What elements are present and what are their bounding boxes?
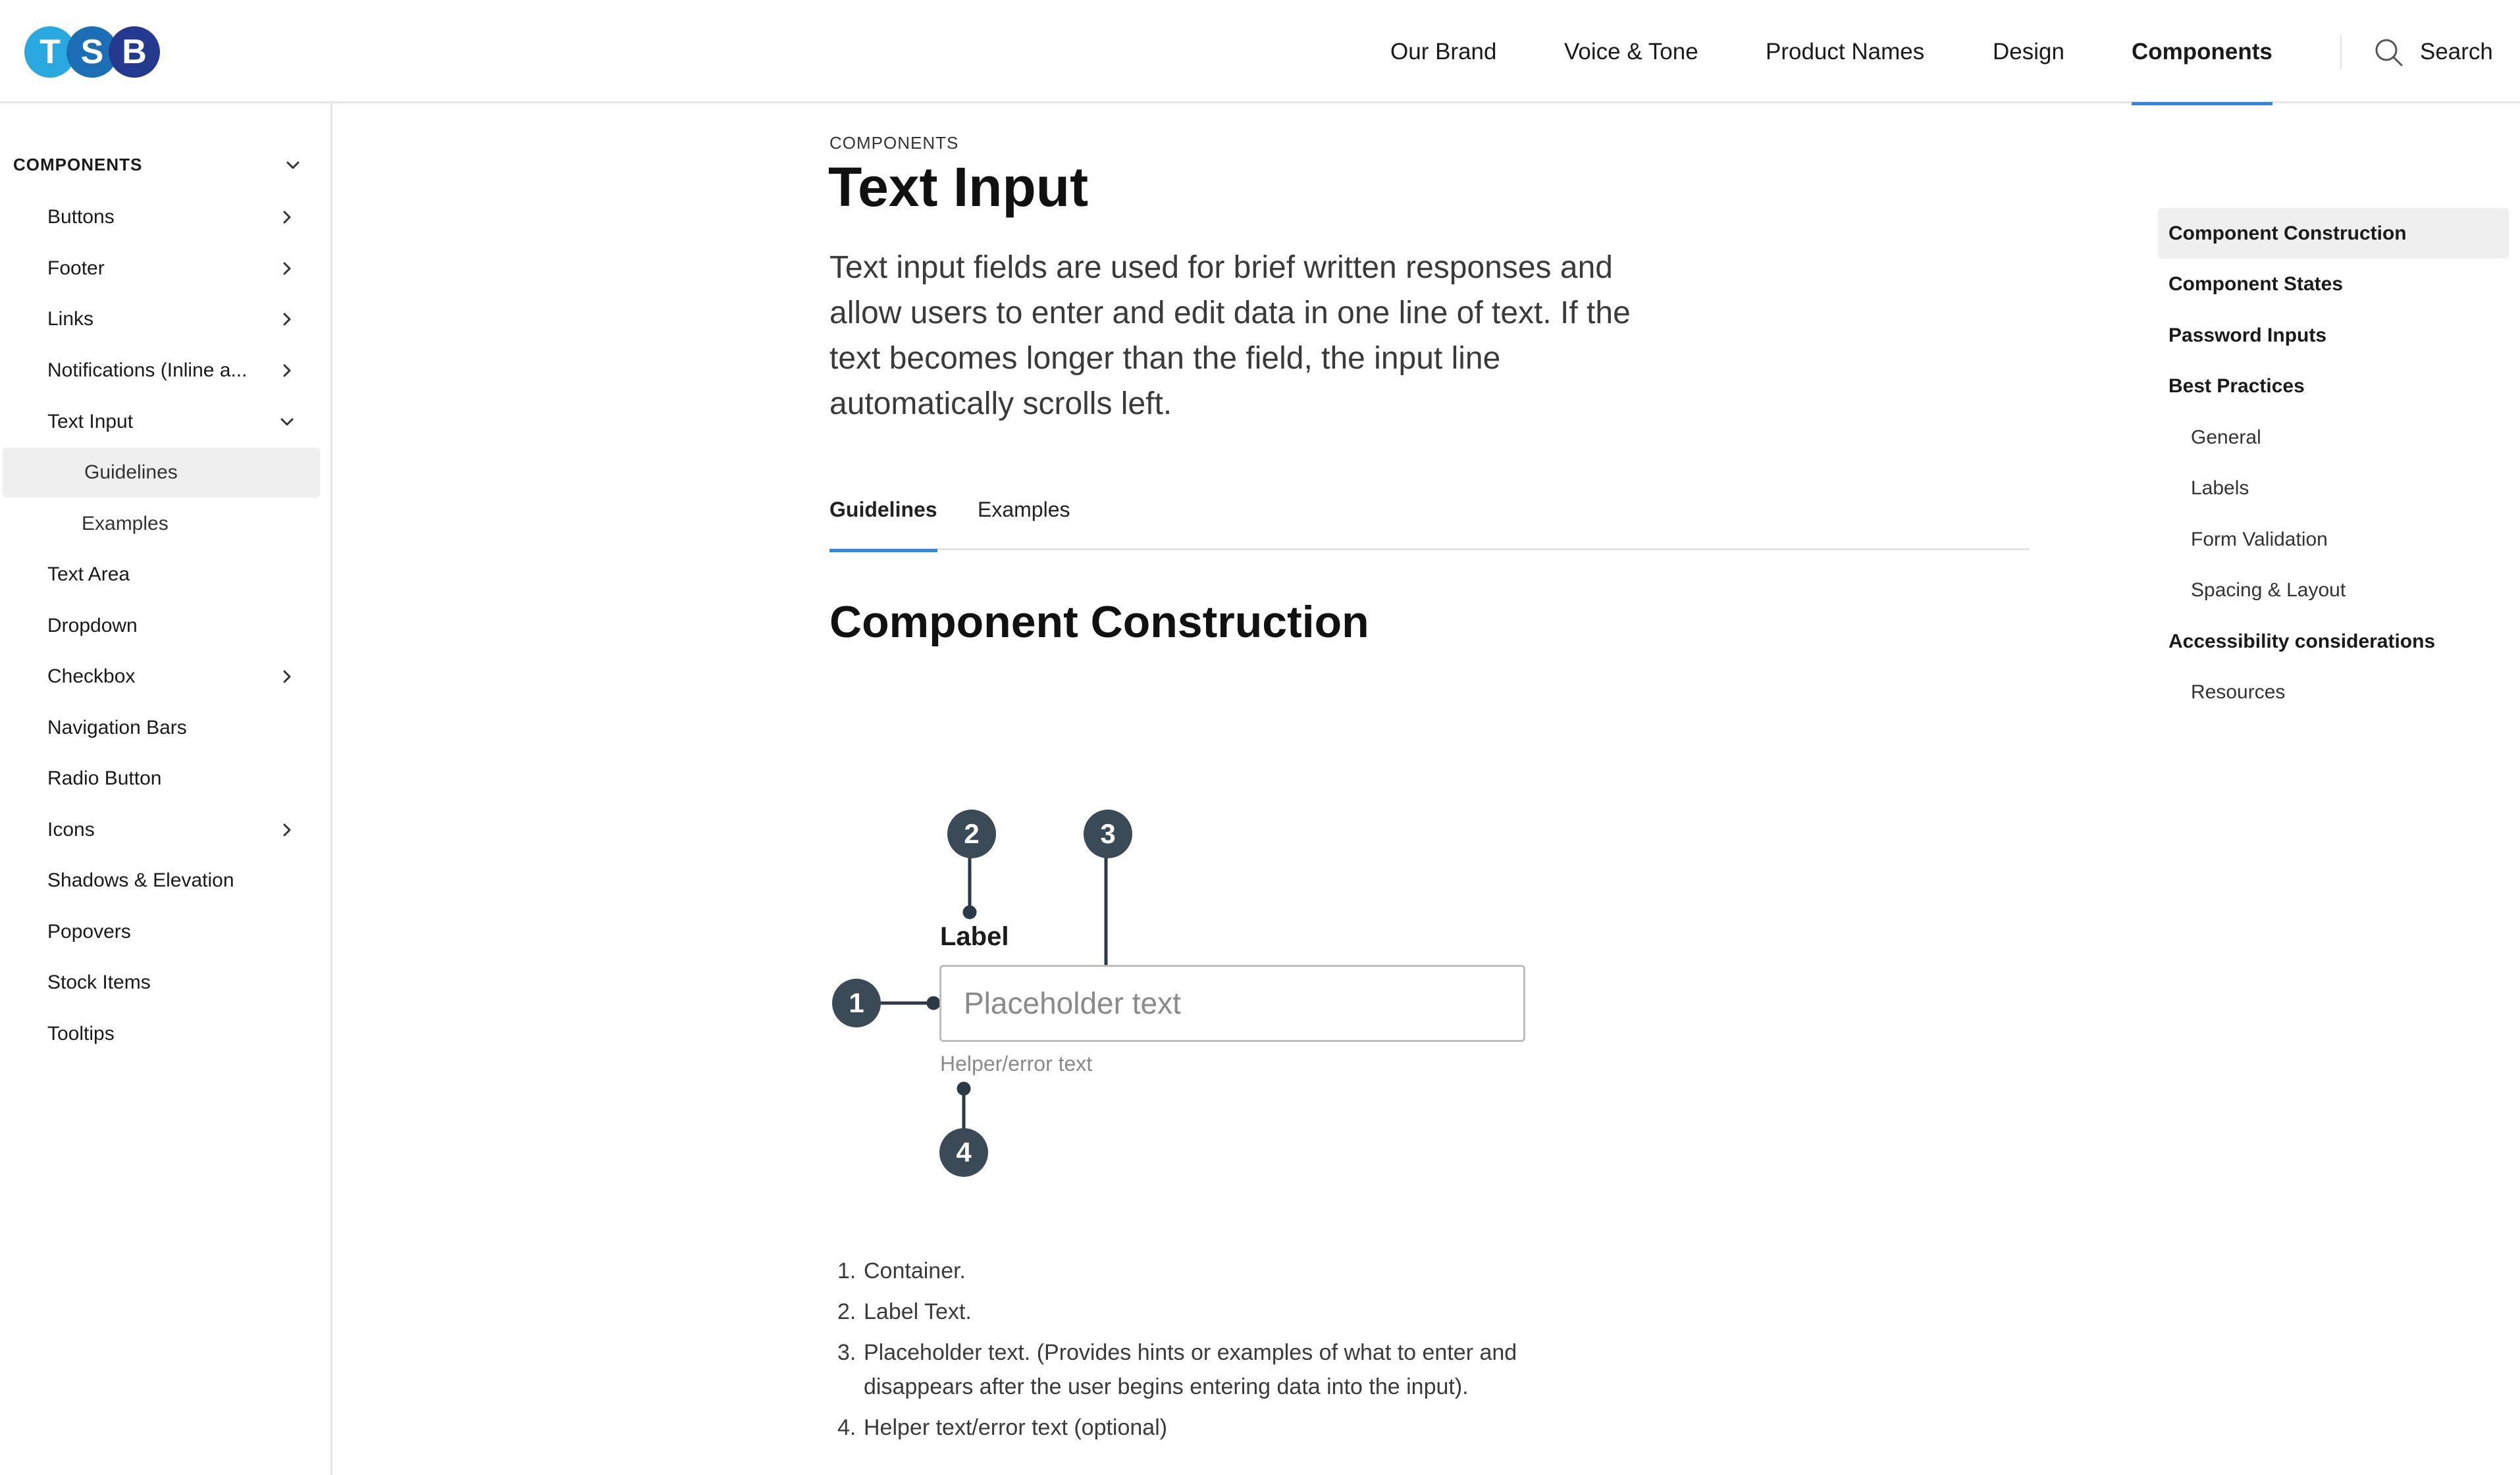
toc-label: Form Validation xyxy=(2191,529,2328,550)
sidebar-item-label: Shadows & Elevation xyxy=(47,869,234,891)
sidebar-item-checkbox[interactable] xyxy=(0,652,321,702)
construction-list xyxy=(829,1254,1619,1445)
nav-product-names[interactable]: Product Names xyxy=(1766,39,1925,65)
sidebar-item-label: Radio Button xyxy=(47,767,162,789)
nav-design[interactable]: Design xyxy=(1993,39,2064,65)
logo-letter-s: S xyxy=(66,26,118,78)
toc-label: Best Practices xyxy=(2168,375,2305,397)
list-number: 1. xyxy=(837,1258,856,1283)
nav-components[interactable]: Components xyxy=(2132,0,2272,103)
sidebar-item-label: Buttons xyxy=(47,206,115,228)
toc-spacing-layout[interactable] xyxy=(2158,565,2509,615)
chevron-right-icon xyxy=(276,308,298,330)
toc-form-validation[interactable] xyxy=(2158,514,2509,565)
sidebar-item-label: Icons xyxy=(47,819,95,841)
example-helper-text: Helper/error text xyxy=(940,1052,1093,1075)
page-title: Text Input xyxy=(828,156,1089,218)
toc-accessibility[interactable] xyxy=(2158,616,2509,667)
sidebar-item-dropdown[interactable] xyxy=(0,601,321,651)
page-intro: Text input fields are used for brief written responses and allow users to enter and edit data in one line of text. If the text becomes longer than the field, the input line automatically scrolls left. xyxy=(829,250,1631,421)
list-text: Label Text. xyxy=(864,1299,972,1324)
toc-label: Component States xyxy=(2168,273,2344,295)
toc-labels[interactable] xyxy=(2158,463,2509,513)
sidebar-item-footer[interactable] xyxy=(0,244,321,294)
sidebar-item-label: Text Area xyxy=(47,563,130,585)
callout-marker-4: 4 xyxy=(939,1128,988,1177)
chevron-right-icon xyxy=(276,819,298,841)
tab-guidelines[interactable]: Guidelines xyxy=(829,484,937,550)
toc-label: Resources xyxy=(2191,681,2286,703)
sidebar-item-shadows-elevation[interactable] xyxy=(0,856,321,906)
list-number: 4. xyxy=(837,1415,856,1440)
sidebar-item-navigation-bars[interactable] xyxy=(0,703,321,753)
search-icon xyxy=(2374,38,2403,66)
sidebar-item-label: Text Input xyxy=(47,411,134,432)
nav-divider xyxy=(2340,34,2342,70)
sidebar-item-label: Links xyxy=(47,308,94,330)
chevron-down-icon xyxy=(276,411,298,433)
toc-component-states[interactable] xyxy=(2158,259,2509,309)
sidebar xyxy=(0,103,332,1475)
list-text: Helper text/error text (optional) xyxy=(864,1415,1168,1440)
list-item xyxy=(829,1410,1619,1445)
sidebar-item-buttons[interactable] xyxy=(0,192,321,242)
logo-letter-b: B xyxy=(109,26,160,78)
toc-password-inputs[interactable] xyxy=(2158,310,2509,361)
sidebar-item-links[interactable] xyxy=(0,294,321,344)
sidebar-item-text-area[interactable] xyxy=(0,550,321,600)
nav-voice-tone[interactable]: Voice & Tone xyxy=(1564,39,1698,65)
callout-marker-3: 3 xyxy=(1084,810,1132,858)
sidebar-item-guidelines[interactable] xyxy=(3,448,320,498)
example-text-input xyxy=(939,965,1525,1042)
sidebar-item-label: Notifications (Inline a... xyxy=(47,359,248,381)
list-text: Container. xyxy=(864,1258,966,1283)
search-label: Search xyxy=(2420,39,2493,65)
toc-label: Accessibility considerations xyxy=(2168,631,2436,652)
tab-examples[interactable]: Examples xyxy=(978,498,1070,521)
sidebar-item-notifications[interactable] xyxy=(0,346,321,396)
toc-label: Password Inputs xyxy=(2168,324,2327,346)
logo-letter-t: T xyxy=(24,26,76,78)
toc-label: Spacing & Layout xyxy=(2191,579,2346,601)
sidebar-item-text-input[interactable] xyxy=(0,397,321,447)
list-item xyxy=(829,1295,1619,1329)
toc-best-practices[interactable] xyxy=(2158,361,2509,411)
sidebar-item-label: Navigation Bars xyxy=(47,717,187,738)
sidebar-item-icons[interactable] xyxy=(0,805,321,855)
toc-component-construction[interactable] xyxy=(2158,208,2509,259)
chevron-down-icon[interactable] xyxy=(282,154,304,176)
chevron-right-icon xyxy=(276,665,298,688)
sidebar-item-popovers[interactable] xyxy=(0,907,321,957)
section-title-component-construction: Component Construction xyxy=(829,597,1369,647)
top-header xyxy=(0,0,2520,103)
tsb-logo[interactable] xyxy=(24,26,160,78)
sidebar-item-label: Tooltips xyxy=(47,1023,115,1045)
breadcrumb[interactable]: COMPONENTS xyxy=(829,133,959,153)
list-item xyxy=(829,1335,1619,1404)
example-input-label: Label xyxy=(940,922,1009,951)
toc-resources[interactable] xyxy=(2158,667,2509,717)
toc-label: Component Construction xyxy=(2168,222,2407,244)
toc-label: Labels xyxy=(2191,477,2249,499)
sidebar-item-label: Checkbox xyxy=(47,665,136,687)
sidebar-heading[interactable]: COMPONENTS xyxy=(13,155,143,174)
sidebar-item-label: Examples xyxy=(82,513,169,534)
callout-marker-1: 1 xyxy=(832,979,881,1027)
sidebar-item-stock-items[interactable] xyxy=(0,958,321,1008)
example-placeholder: Placeholder text xyxy=(964,986,1181,1020)
toc-label: General xyxy=(2191,427,2261,448)
construction-diagram xyxy=(836,803,1560,1198)
nav-our-brand[interactable]: Our Brand xyxy=(1390,39,1497,65)
tab-bar xyxy=(829,484,2030,550)
callout-marker-2: 2 xyxy=(947,810,996,858)
sidebar-item-label: Dropdown xyxy=(47,615,138,636)
sidebar-item-examples[interactable] xyxy=(0,499,321,549)
list-number: 3. xyxy=(837,1340,856,1365)
list-number: 2. xyxy=(837,1299,856,1324)
sidebar-item-label: Stock Items xyxy=(47,971,151,993)
list-item xyxy=(829,1254,1619,1288)
chevron-right-icon xyxy=(276,359,298,382)
list-text: Placeholder text. (Provides hints or examples of what to enter and disappears after the user begins entering data into the input). xyxy=(864,1340,1517,1399)
chevron-right-icon xyxy=(276,257,298,280)
sidebar-item-label: Guidelines xyxy=(84,461,178,483)
chevron-right-icon xyxy=(276,206,298,228)
sidebar-item-label: Popovers xyxy=(47,921,131,943)
sidebar-item-tooltips[interactable] xyxy=(0,1009,321,1059)
sidebar-item-label: Footer xyxy=(47,257,105,279)
toc-general[interactable] xyxy=(2158,412,2509,463)
sidebar-item-radio-button[interactable] xyxy=(0,754,321,804)
